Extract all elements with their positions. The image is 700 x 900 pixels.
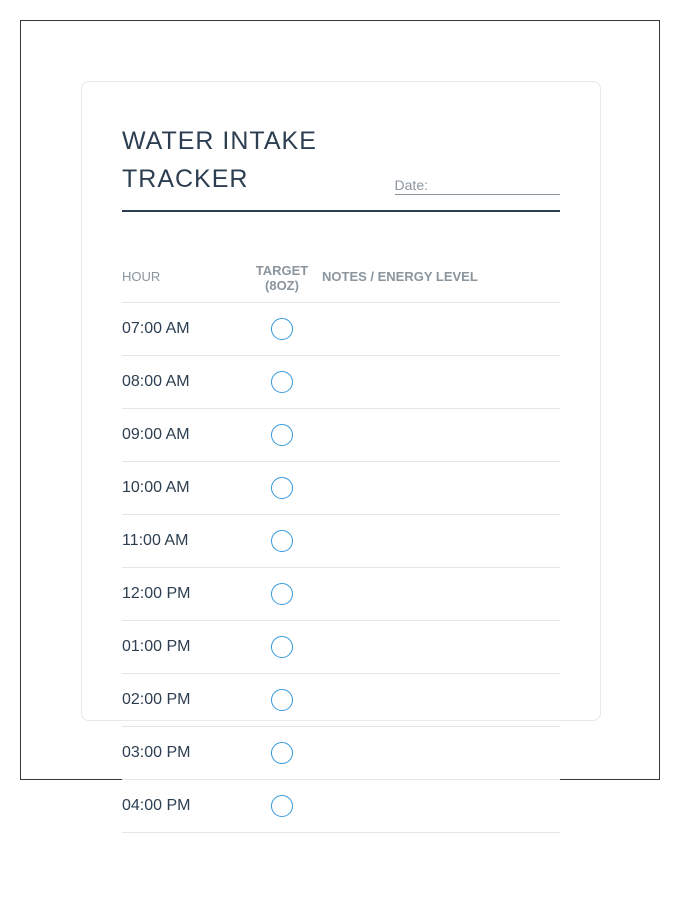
table-row xyxy=(122,780,560,833)
intake-checkbox-circle[interactable] xyxy=(271,371,293,393)
hour-label: 12:00 PM xyxy=(122,585,191,602)
hour-label: 10:00 AM xyxy=(122,479,190,496)
date-label: Date: xyxy=(394,177,428,193)
hour-label: 08:00 AM xyxy=(122,373,190,390)
table-row xyxy=(122,515,560,568)
date-field-group xyxy=(395,177,560,195)
date-field[interactable] xyxy=(432,179,560,193)
hour-label: 09:00 AM xyxy=(122,426,190,443)
table-row xyxy=(122,674,560,727)
table-row xyxy=(122,303,560,356)
column-header-hour: HOUR xyxy=(122,269,161,284)
intake-checkbox-circle[interactable] xyxy=(271,795,293,817)
hour-label: 07:00 AM xyxy=(122,320,190,337)
tracker-header xyxy=(122,120,560,212)
hour-rows xyxy=(122,303,560,833)
tracker-content xyxy=(122,120,560,814)
intake-checkbox-circle[interactable] xyxy=(271,583,293,605)
intake-checkbox-circle[interactable] xyxy=(271,742,293,764)
hour-label: 04:00 PM xyxy=(122,797,191,814)
intake-checkbox-circle[interactable] xyxy=(271,424,293,446)
column-header-notes: NOTES / ENERGY LEVEL xyxy=(322,269,478,284)
column-header-target: TARGET (8OZ) xyxy=(255,263,309,293)
table-row xyxy=(122,568,560,621)
intake-checkbox-circle[interactable] xyxy=(271,477,293,499)
table-row xyxy=(122,409,560,462)
hour-label: 11:00 AM xyxy=(122,532,189,549)
intake-checkbox-circle[interactable] xyxy=(271,530,293,552)
table-row xyxy=(122,356,560,409)
column-headers xyxy=(122,212,560,303)
table-row xyxy=(122,727,560,780)
hour-label: 01:00 PM xyxy=(122,638,191,655)
intake-checkbox-circle[interactable] xyxy=(271,318,293,340)
intake-checkbox-circle[interactable] xyxy=(271,689,293,711)
intake-checkbox-circle[interactable] xyxy=(271,636,293,658)
hour-label: 03:00 PM xyxy=(122,744,191,761)
hour-label: 02:00 PM xyxy=(122,691,191,708)
table-row xyxy=(122,621,560,674)
table-row xyxy=(122,462,560,515)
page-title: WATER INTAKE TRACKER xyxy=(122,127,317,193)
